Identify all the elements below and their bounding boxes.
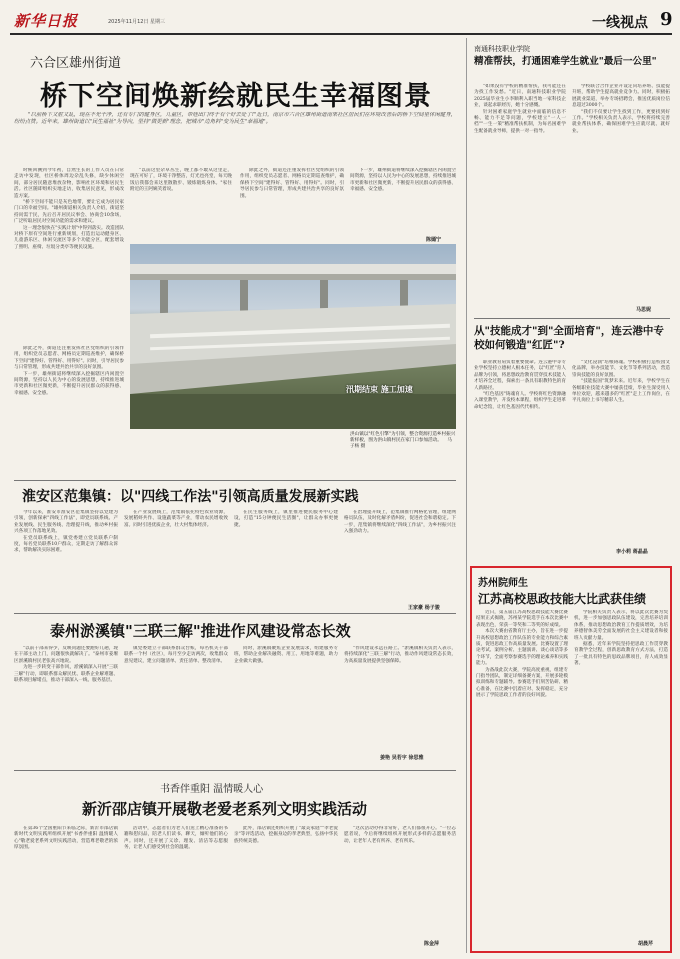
paragraph: "技能报国"筑梦未来。近年来，学校学生在各级职业技能大赛中屡获佳绩，毕业生深受用人单位欢迎，越来越多的"红匠"走上工作岗位，在平凡岗位上书写精彩人生。 — [572, 379, 670, 404]
huaian-body-col2 — [124, 510, 228, 610]
photo-caption-text: 洪山镇以"红色引擎"为引领，整合资源打造乡村振兴新样板，图为洪山镇村民在家门口参加活动。 — [350, 432, 456, 444]
main-article-body-col2 — [130, 168, 232, 228]
huaian-body-col3 — [234, 510, 338, 610]
column-divider — [466, 38, 467, 953]
highlight-headline: 江苏高校思政技能大比武获佳绩 — [478, 592, 647, 606]
paragraph: 除此之外，街道还注重发挥社区党组织的引领作用，组织党员志愿者、网格员定期巡查维护，确保桥下空间"建得好、管得好、用得好"。同时，引导居民参与日常管理，形成共建共治共享的良好氛围。 — [240, 168, 344, 199]
paragraph: 为进一步转变干部作风，淤溪镇深入开展"三联三解"行动，即联系群众解民忧、联系企业解难题、联系项目解堵点，推动干部深入一线、服务基层。 — [14, 665, 118, 684]
paragraph: 学校联合合作企业开设定向培养班、技能提升班，帮助学生提高就业竞争力。同时，积极拓展就业渠道，举办专场招聘会，推送优质岗位信息超过3000个。 — [572, 84, 670, 109]
nantong-headline: 精准帮扶，打通困难学生就业"最后一公里" — [474, 56, 657, 67]
paragraph: 在治理提升线上，范集镇推行网格化管理，组建网格员队伍，及时化解矛盾纠纷，促进社会和谐稳定。下一步，范集镇将继续深化"四线工作法"，为乡村振兴注入强劲动力。 — [344, 510, 456, 535]
bridge-illustration — [130, 244, 456, 429]
paragraph: 同时，淤溪镇聚焦企业发展需求，组建服务专班，帮助企业解决融资、用工、用地等难题，助力企业做大做强。 — [234, 646, 338, 664]
paragraph: 活动中，志愿者们为老人们送上精心准备的书籍和慰问品，陪老人们读书、聊天，倾听他们的心声。同时，还开展了义诊、理发、清洁等志愿服务，让老人们感受到社会的温暖。 — [124, 826, 228, 851]
main-article-lead: "以前桥下又脏又乱，现在不光干净，还有专门的健身区，儿童区，带娃出门终于有个好去处了!"近日，南京市六合区雄州街道南果社区居民们在环境改善后的桥下空间里休闲健身，纷纷点赞。近年来，雄州街道以"民生福祉"为导向，坚持"微更新"理念，把城市"边角料"变为民生"幸福地"。 — [14, 112, 456, 126]
highlight-body-col1 — [476, 610, 568, 946]
paragraph: 时候回溯到今年初，自然生长的工作人员在日常走访中发现，社区桥体周边杂乱失修，缺少休闲空间，部分居民随意堆放杂物，影响社区环境和居民生活。社区随即组织实地走访，收集居民意见，形成改造方案。 — [14, 168, 124, 199]
huaian-body-col1 — [14, 510, 118, 610]
paragraph: "以前干部来得少，反映问题还要跑好几趟，现在干部主动上门，问题很快就解决了。"泰州市姜堰区淤溪镇村民老张高兴地说。 — [14, 646, 118, 664]
lianyungang-body-col2 — [572, 360, 670, 548]
taizhou-headline: 泰州淤溪镇"三联三解"推进作风建设常态长效 — [50, 622, 351, 640]
paragraph: "这次活动办得非常好，老人们都很开心。"一位志愿者说，今后将继续组织开展形式多样的志愿服务活动，让老年人老有所养、老有所乐。 — [344, 826, 456, 844]
huaian-byline: 王家豪 杨子骏 — [408, 605, 440, 611]
section-name: 一线视点 — [592, 15, 648, 31]
xinyi-byline: 陈金萍 — [424, 941, 440, 947]
paragraph: 在党员联系线上，镇党委建立党员联系户制度，每名党员联系10户群众，定期走访了解群众诉求，帮助解决实际困难。 — [14, 535, 118, 554]
xinyi-body-col1 — [14, 826, 118, 948]
main-article-body-col1 — [14, 168, 124, 343]
divider — [14, 480, 456, 481]
paragraph: 下一步，雄州街道将继续深入挖掘辖区内闲置空间资源，坚持以人民为中心的发展思想，持续推进城市更新和社区微更新，不断提升居民群众的获得感、幸福感、安全感。 — [350, 168, 456, 193]
nantong-body-col2 — [572, 84, 670, 304]
paragraph: "桥下空间不能只是灰色地带，要让它成为居民家门口的幸福空间。"雄州街道相关负责人介绍，街道坚持问需于民，先后召开居民议事会、协商会10余场，广泛听取居民对空间功能的需求和建议。 — [14, 200, 124, 225]
xinyi-body-col4 — [344, 826, 456, 938]
paragraph: 本次大赛由省教育厅主办，旨在进一步提升高校思想政治工作队伍的专业能力和综合素质，促进思政工作高质量发展。比赛设置了理论考试、案例分析、主题演讲、谈心谈话等多个环节，全面考察参赛选手的理论素养和实践能力。 — [476, 629, 568, 667]
xinyi-body-col3 — [234, 826, 338, 948]
taizhou-body-col3 — [234, 646, 338, 762]
paragraph: 据悉，近年来学院坚持把思政工作贯穿教育教学全过程，创新思政教育方式方法，打造了一批具有特色的思政品牌项目，育人成效显著。 — [574, 642, 668, 667]
paragraph: 在第36个全国重阳节来临之际，新沂市邵店镇新时代文明实践所组织开展"书香伴重阳 温情暖人心"敬老爱老系列文明实践活动，营造尊老敬老的浓厚氛围。 — [14, 826, 118, 851]
bridge-photo — [130, 244, 456, 429]
paragraph: 为备战此次大赛，学院高度重视，组建专门指导团队，制定详细备赛方案，开展多轮模拟训练和专题辅导。参赛选手们刻苦钻研、精心准备，在比赛中沉着应对、发挥稳定，充分展示了学院思政工作者的良好风貌。 — [476, 667, 568, 699]
paragraph: "作风建设永远在路上。"淤溪镇相关负责人表示，将持续深化"三联三解"行动，推动作风建设常态长效，为高质量发展提供坚强保障。 — [344, 646, 456, 664]
paragraph: 近日，第五届江苏高校思政技能大赛比赛结果正式揭晓，苏州某学院选手在本次比赛中表现出色，荣获一等奖和二等奖的好成绩。 — [476, 610, 568, 628]
xinyi-headline: 新沂邵店镇开展敬老爱老系列文明实践活动 — [82, 800, 368, 818]
paragraph: "红色基因"铸魂育人。学校将红色资源融入课堂教学，开发校本课程，组织学生走进革命纪念馆，让红色基因代代相传。 — [474, 392, 566, 410]
main-article-body-col4 — [350, 168, 456, 228]
lianyungang-headline: 从"技能成才"到"全面培育"，连云港中专校如何锻造"红匠"? — [474, 325, 664, 351]
taizhou-body-col1 — [14, 646, 118, 762]
paragraph: 职业教育肩负着重要使命。连云港中等专业学校坚持立德树人根本任务，以"红匠"育人品牌为引领，将思想政治教育贯穿技术技能人才培养全过程，探索出一条具有职教特色的育人新路径。 — [474, 360, 566, 391]
highlight-kicker: 苏州院师生 — [478, 578, 528, 589]
highlight-byline: 胡晨芹 — [638, 941, 654, 947]
paragraph: 学院相关负责人表示，将以此次比赛为契机，进一步加强思政队伍建设，完善培养培训体系，推动思想政治教育工作提质增效，为培养德智体美劳全面发展的社会主义建设者和接班人贡献力量。 — [574, 610, 668, 641]
taizhou-body-col2 — [124, 646, 228, 762]
paragraph: "如果没有学校的精准帮扶，我可能还在为找工作发愁。"近日，南通科技职业学院2025届毕业生小李顺利入职当地一家科技企业，谈起求职经历，她十分感慨。 — [474, 84, 566, 109]
lianyungang-byline: 李小莉 蒋晶晶 — [616, 549, 648, 555]
taizhou-byline: 姜艳 吴若宇 徐思雅 — [380, 755, 424, 761]
main-article-body-col3 — [240, 168, 344, 228]
photo-credit: 马子杨 摄 — [350, 438, 452, 450]
highlight-body-col2 — [574, 610, 668, 938]
main-article-kicker: 六合区雄州街道 — [30, 56, 122, 71]
main-article-headline: 桥下空间焕新绘就民生幸福图景 — [40, 81, 432, 112]
paragraph: 针对困难家庭学生就业中面临的信息不畅、能力不足等问题，学校建立"一人一档""一生一策"精准帮扶机制，为每名困难学生配备就业导师，提供一对一指导。 — [474, 109, 566, 134]
paragraph: 此外，邵店镇还组织开展了"最美家庭""孝老爱亲"等评选活动，挖掘身边的孝老典型，弘扬中华民族传统美德。 — [234, 826, 338, 844]
xinyi-body-col2 — [124, 826, 228, 948]
taizhou-body-col4 — [344, 646, 456, 750]
divider — [14, 770, 456, 771]
paragraph: 在民生服务线上，镇里推进便民服务中心建设，打造"15分钟便民生活圈"，让群众办事更便捷。 — [234, 510, 338, 528]
paragraph: 下一步，雄州街道将继续深入挖掘辖区内闲置空间资源，坚持以人民为中心的发展思想，持续推进城市更新和社区微更新，不断提升居民群众的获得感、幸福感、安全感。 — [14, 371, 124, 396]
paragraph: 这一理念很快在"实践计划"中得到落实。改造团队对桥下原有空间进行重新规划，打造出运动健身区、儿童游乐区、休闲交流区等多个功能分区，配套增设了照明、座椅、垃圾分类亭等便民设施。 — [14, 225, 124, 250]
divider — [14, 613, 456, 614]
photo-caption — [350, 432, 456, 476]
issue-date: 2025年11月12日 星期三 — [108, 19, 166, 25]
nantong-byline: 马思妮 — [636, 307, 652, 313]
paper-logo: 新华日报 — [14, 12, 79, 30]
nantong-kicker: 南通科技职业学院 — [474, 45, 530, 53]
divider — [474, 318, 670, 319]
main-article-continued — [14, 346, 124, 430]
paragraph: "文化浸润"培根铸魂。学校积极打造校园文化品牌，举办技能节、文化节等系列活动，营造崇尚技能的良好氛围。 — [572, 360, 670, 378]
paragraph: "以前这里杂草丛生，晚上都不敢从这里走，现在可好了，环境干净整洁，灯光也亮堂，每天晚饭后我都会来这里散散步、锻炼锻炼身体。"家住附近的王阿姨笑着说。 — [130, 168, 232, 193]
paragraph: 在产业发展线上，范集镇依托特色农业资源，发展稻虾共作、设施蔬菜等产业，带动农民增收致富。同时引进优质企业，壮大村集体经济。 — [124, 510, 228, 528]
page-number: 9 — [660, 9, 673, 30]
main-article-byline: 陈嫣宁 — [426, 237, 442, 243]
paragraph: "我们不仅要让学生找到工作，更要找到好工作。"学校相关负责人表示，学校将持续完善就业帮扶体系，确保困难学生应就尽就、就好业。 — [572, 109, 670, 134]
xinyi-kicker: 书香伴重阳 温情暖人心 — [160, 784, 264, 795]
masthead-rule — [10, 33, 672, 35]
huaian-headline: 淮安区范集镇：以"四线工作法"引领高质量发展新实践 — [22, 489, 359, 505]
huaian-body-col4 — [344, 510, 456, 602]
paragraph: 除此之外，街道还注重发挥社区党组织的引领作用，组织党员志愿者、网格员定期巡查维护，确保桥下空间"建得好、管得好、用得好"。同时，引导居民参与日常管理，形成共建共治共享的良好氛围。 — [14, 346, 124, 371]
lianyungang-body-col1 — [474, 360, 566, 556]
nantong-body-col1 — [474, 84, 566, 314]
paragraph: 今年以来，淮安市淮安区范集镇坚持以党建为引领，创新探索"四线工作法"，即党员联系线、产业发展线、民生服务线、治理提升线，推动乡村振兴各项工作落地见效。 — [14, 510, 118, 535]
photo-title: 汛期结束 施工加速 — [346, 384, 413, 394]
masthead — [0, 0, 680, 32]
highlight-box — [470, 566, 672, 953]
paragraph: 镇党委建立干部联系群众台账，每名机关干部联系一个村（社区），每月至少走访两次，收集群众意见建议，建立问题清单、责任清单、整改清单。 — [124, 646, 228, 664]
